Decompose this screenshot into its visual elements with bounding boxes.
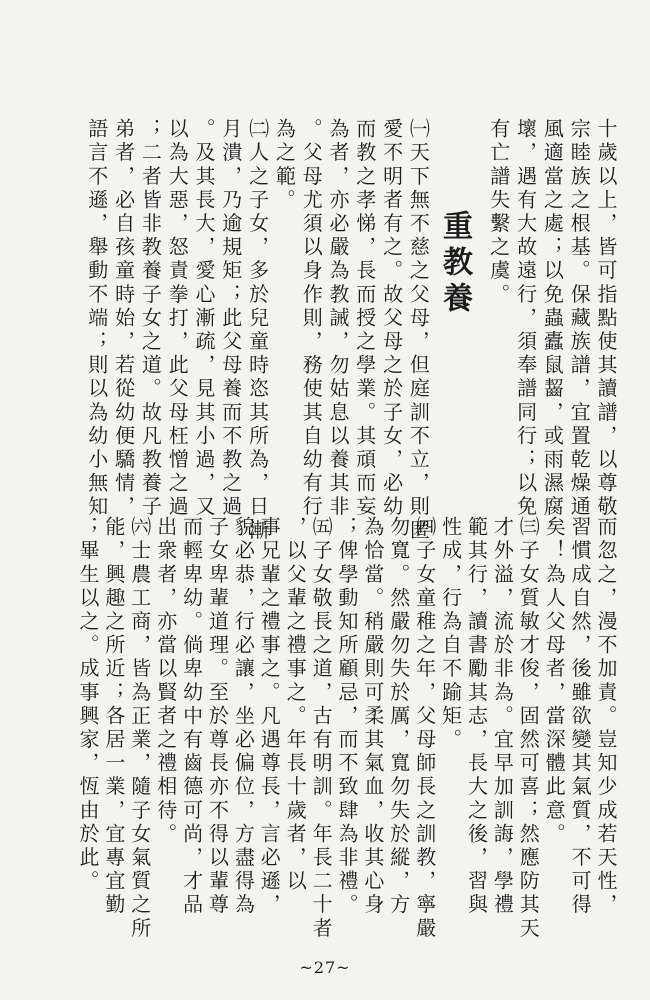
text-column: 以為大惡，怒責拳打，此父母枉憎之過 — [165, 118, 190, 520]
text-column: 有亡譜失繫之虞。 — [486, 118, 511, 307]
text-column: ㈡人之子女，多於兒童時恣其所為，日漸 — [245, 118, 270, 543]
text-column: 範其行，讀書勵其志，長大之後，習與 — [464, 516, 489, 918]
text-column: 為之範。 — [272, 118, 297, 213]
text-column: 事兄輩之禮事之。凡遇尊長，言必遜， — [257, 516, 282, 918]
text-column: 弟者，必自孩童時始，若從幼便驕情， — [111, 118, 136, 520]
text-column: ㈤子女敬長之道，古有明訓。年長二十者 — [309, 516, 334, 941]
text-column: 十歲以上，皆可指點使其讀譜，以尊敬 — [594, 118, 618, 520]
text-column: ；二者皆非教養子女之道。故凡教養子 — [138, 118, 163, 520]
text-column: 愛不明者有之。故父母之於子女，必幼 — [379, 118, 404, 520]
text-column: ㈠天下無不慈之父母，但庭訓不立，則匿 — [406, 118, 431, 543]
text-column: 。父母尤須以身作則，務使其自幼有行 — [299, 118, 324, 520]
text-column: ㈢子女質敏才俊，固然可喜；然應防其天 — [516, 516, 541, 941]
text-column: 月潰，乃逾規矩；此父母養而不教之過 — [218, 118, 243, 520]
text-column: 習慣成自然，後雖欲變其氣質，不可得 — [568, 516, 593, 918]
text-column: 子女卑輩道理。至於尊長亦不得以輩尊 — [205, 516, 230, 918]
text-column: ㈣子女童稚之年，父母師長之訓教，寧嚴 — [412, 516, 437, 941]
text-column: 為恰當。稍嚴則可柔其氣血，收其心身 — [360, 516, 385, 918]
text-column: ，以父輩之禮事之。年長十歲者，以 — [283, 516, 308, 894]
text-column: 性成，行為自不踰矩。 — [438, 516, 463, 752]
text-column: ；畢生以之。成事興家，恆由於此。 — [76, 516, 100, 894]
text-column: 出衆者，亦當以賢者之禮相待。 — [153, 516, 178, 847]
text-column: 才外溢，流於非為。宜早加訓誨，學禮 — [490, 516, 515, 918]
text-column: 風適當之處；以免蟲蠹鼠齧，或雨濕腐 — [540, 118, 565, 520]
text-column: 。及其長大，愛心漸疏，見其小過，又 — [192, 118, 216, 520]
text-column: 貌必恭，行必讓，坐必偏位，方盡得為 — [231, 516, 256, 918]
section-heading: 重教養 — [437, 210, 472, 318]
text-column: 矣！為人父母者，當深體此意。 — [542, 516, 567, 847]
text-column: 能，興趣之所近；各居一業，宜專宜勤 — [101, 516, 126, 918]
text-column: 宗睦族之根基。保藏族譜，宜置乾燥通 — [567, 118, 592, 520]
text-column: 語言不遜，舉動不端；則以為幼小無知 — [84, 118, 109, 520]
text-column: ㈥士農工商，皆為正業，隨子女氣質之所 — [127, 516, 152, 941]
text-column: 而忽之，漫不加責。豈知少成若天性， — [594, 516, 618, 918]
text-column: ；俾學動知所顧忌，而不致肆為非禮。 — [335, 516, 359, 918]
text-column: 而教之孝悌，長而授之學業。其頑而妄 — [352, 118, 377, 520]
text-column: 為者，亦必嚴為教誡，勿姑息以養其非 — [326, 118, 350, 520]
text-column: 勿寬。然嚴勿失於厲，寬勿失於縱，方 — [386, 516, 411, 918]
text-column: 壞，遇有大故遠行，須奉譜同行；以免 — [513, 118, 538, 520]
text-column: 而輕卑幼。倘卑幼中有齒德可尚，才品 — [179, 516, 204, 918]
page-number: ~27~ — [299, 958, 351, 977]
